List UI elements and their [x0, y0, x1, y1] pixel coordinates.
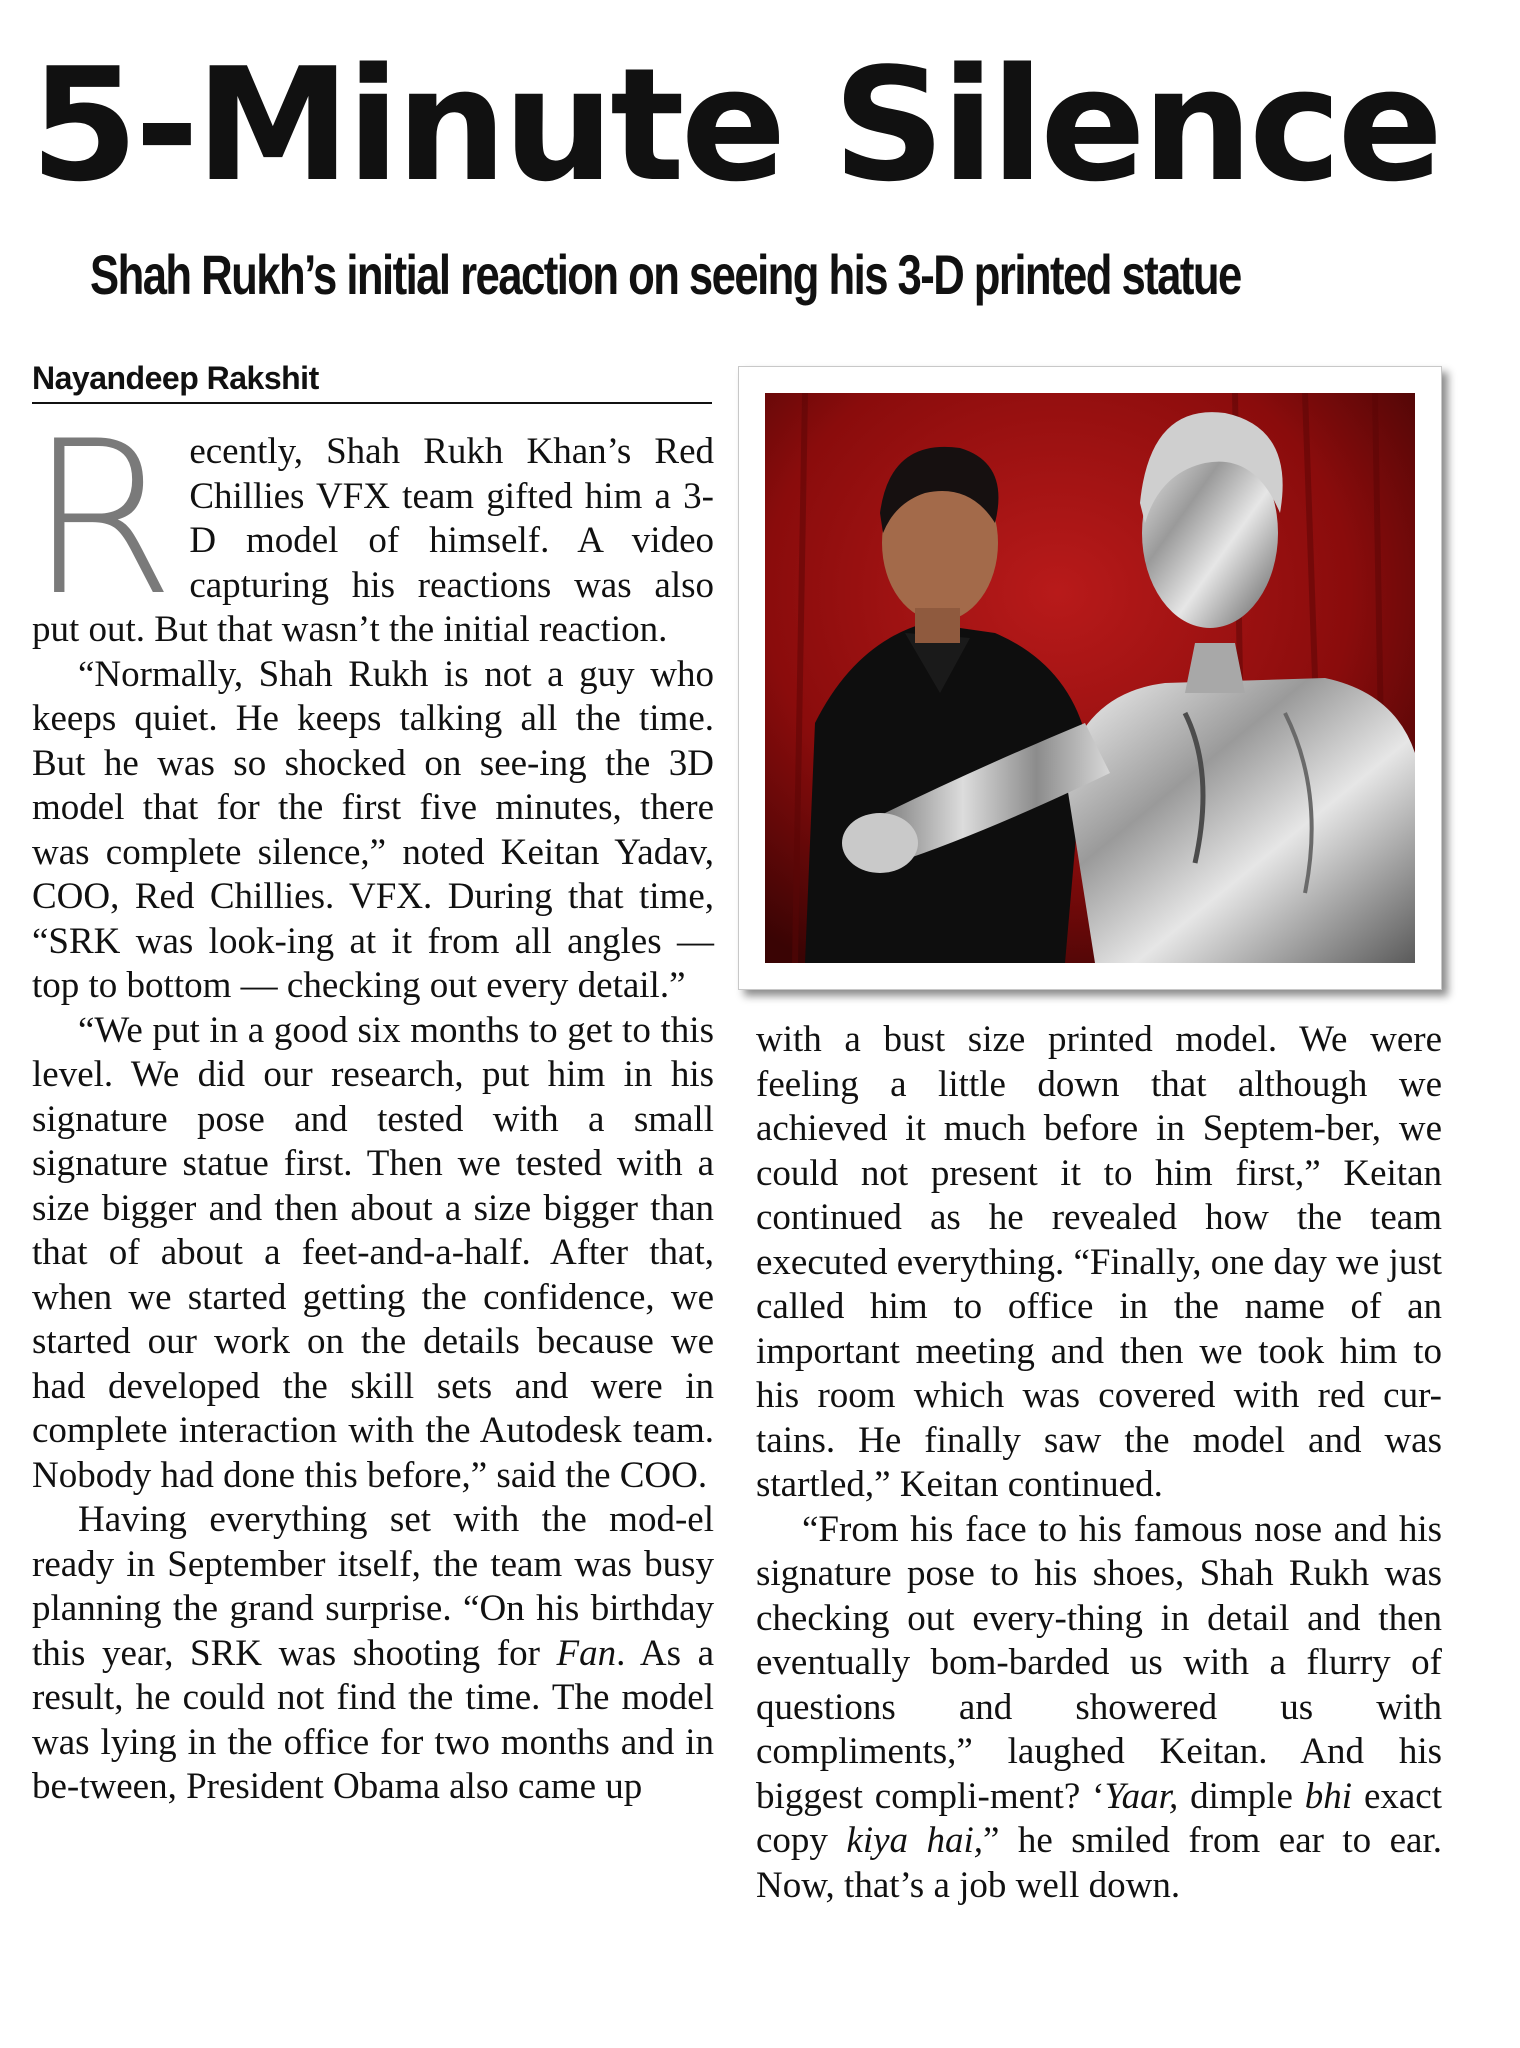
headline: 5-Minute Silence — [30, 34, 1440, 216]
article-column-left — [28, 395, 714, 1810]
quote-italic: Yaar, — [1104, 1775, 1179, 1817]
article-paragraph — [32, 1498, 714, 1810]
paragraph-text: exact copy — [756, 1775, 1443, 1861]
article-column-right — [756, 1018, 1442, 1908]
byline: Nayandeep Rakshit — [32, 358, 712, 404]
article-paragraph: “We put in a good six months to get to this level. We did our research, put him in his signature pose and tested with a small signature statue first. Then we tested with a size bigger and then about a size bigger than that of about a feet-and-a-half. After that, when we started getting the confidence, we started our work on the details because we had developed the skill sets and were in complete interaction with the Autodesk team. Nobody had done this before,” said the COO. — [32, 1009, 714, 1496]
photo-frame — [738, 366, 1442, 990]
article-paragraph — [756, 1508, 1442, 1909]
paragraph-text: . As a result, he could not find the time. The model was lying in the office for two months and in be-tween, President Obama also came up — [32, 1632, 714, 1807]
photo-srk-with-statue — [765, 393, 1415, 963]
article-paragraph: with a bust size printed model. We were feeling a little down that although we achieved it much before in Septem-ber, we could not present it to him first,” Keitan continued as he revealed how the team executed everything. “Finally, one day we just called him to office in the name of an important meeting and then we took him to his room which was covered with red cur-tains. He finally saw the model and was startled,” Keitan continued. — [756, 1019, 1442, 1505]
paragraph-text: “From his face to his famous nose and his signature pose to his shoes, Shah Rukh was checking out every-thing in detail and then eventually bom-barded us with a flurry of questions and showered us with compliments,” laughed Keitan. And his biggest compli-ment? ‘ — [756, 1508, 1442, 1817]
paragraph-text: dimple — [1178, 1775, 1305, 1817]
film-title: Fan — [556, 1632, 617, 1674]
article-paragraph: “Normally, Shah Rukh is not a guy who keeps quiet. He keeps talking all the time. But he was so shocked on see-ing the 3D model that for the first five minutes, there was complete silence,” noted Keitan Yadav, COO, Red Chillies. VFX. During that time, “SRK was look-ing at it from all angles — top to bottom — checking out every detail.” — [32, 653, 714, 1006]
article-paragraph — [28, 395, 714, 653]
paragraph-text: Having everything set with the mod-el ready in September itself, the team was busy planning the grand surprise. “On his birthday this year, SRK was shooting for — [32, 1499, 714, 1674]
paragraph-text: ecently, Shah Rukh Khan’s Red Chillies VFX team gifted him a 3-D model of himself. A video capturing his reactions was also put out. But that wasn’t the initial reaction. — [32, 431, 714, 650]
quote-italic: bhi — [1304, 1775, 1353, 1817]
paragraph-text: ” he smiled from ear to ear. Now, that’s a job well down. — [756, 1820, 1443, 1906]
drop-cap: R — [28, 395, 176, 642]
quote-italic: kiya hai, — [846, 1820, 984, 1861]
subheadline: Shah Rukh’s initial reaction on seeing his 3-D printed statue — [90, 243, 1241, 306]
